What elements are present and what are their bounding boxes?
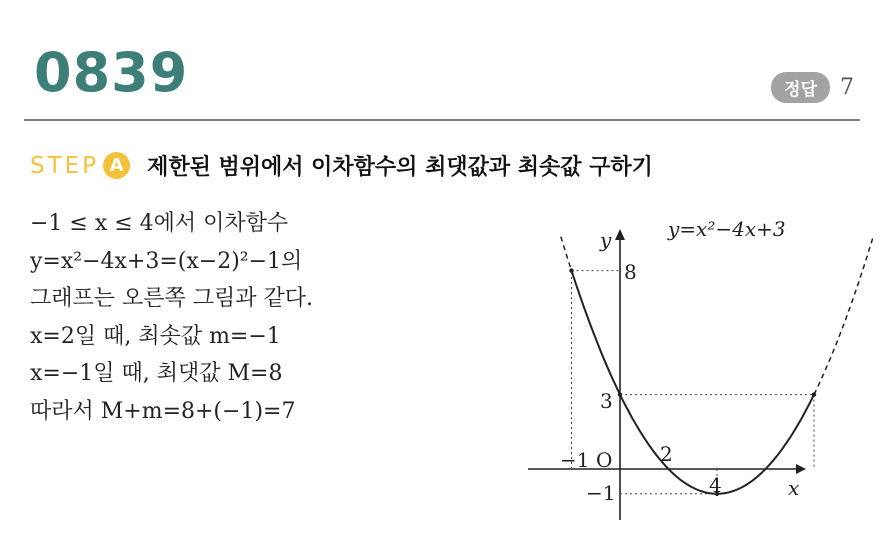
answer-badge: 정답 <box>771 72 830 103</box>
tick-label-x4: 4 <box>709 473 722 497</box>
y-axis-label: y <box>600 228 612 252</box>
solution-line: y=x²−4x+3=(x−2)²−1의 <box>30 248 303 274</box>
equation-label: y=x²−4x+3 <box>668 217 786 241</box>
x-axis-label: x <box>788 476 800 500</box>
step-label: STEP <box>30 152 100 179</box>
solution-line: x=2일 때, 최솟값 m=−1 <box>30 323 281 349</box>
y-axis-arrow <box>615 229 625 240</box>
parabola-dashed-right <box>814 237 873 395</box>
problem-number: 0839 <box>34 41 189 104</box>
tick-label-yneg1: −1 <box>586 481 616 505</box>
tick-label-xneg1: −1 <box>560 448 590 472</box>
key-point <box>812 392 816 396</box>
key-point <box>618 392 622 396</box>
x-axis-arrow <box>796 464 806 474</box>
solution-line: 그래프는 오른쪽 그림과 같다. <box>30 286 313 311</box>
solution-line: 따라서 M+m=8+(−1)=7 <box>30 398 296 424</box>
answer-value: 7 <box>840 75 854 100</box>
tick-label-y8: 8 <box>624 260 637 284</box>
step-letter-badge: A <box>103 152 130 179</box>
solution-line: −1 ≤ x ≤ 4에서 이차함수 <box>30 211 289 236</box>
solution-line: x=−1일 때, 최댓값 M=8 <box>30 361 283 386</box>
key-point <box>569 268 573 272</box>
tick-label-y3: 3 <box>600 389 613 413</box>
step-title: 제한된 범위에서 이차함수의 최댓값과 최솟값 구하기 <box>147 155 653 180</box>
parabola-dashed-left <box>561 237 572 271</box>
origin-label: O <box>596 448 613 472</box>
tick-label-x2: 2 <box>660 442 673 466</box>
